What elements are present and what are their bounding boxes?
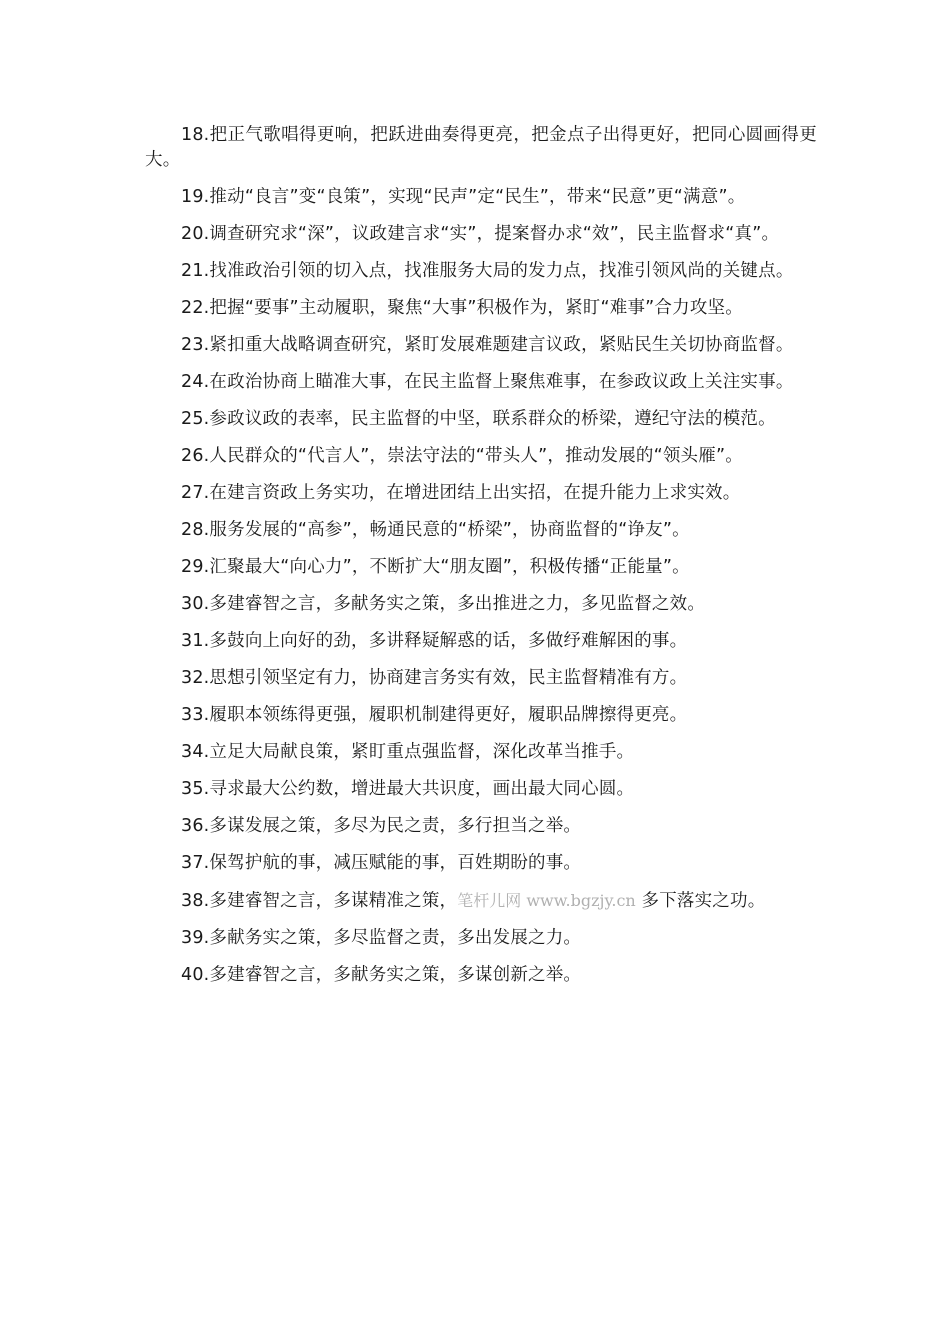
list-item: 18.把正气歌唱得更响，把跃进曲奏得更亮，把金点子出得更好，把同心圆画得更大。 — [145, 125, 817, 170]
list-item: 23.紧扣重大战略调查研究，紧盯发展难题建言议政，紧贴民生关切协商监督。 — [181, 335, 794, 355]
list-item-text: 38.多建睿智之言，多谋精准之策， — [181, 891, 458, 911]
list-item: 28.服务发展的“高参”，畅通民意的“桥梁”，协商监督的“诤友”。 — [181, 520, 690, 540]
list-item: 33.履职本领练得更强，履职机制建得更好，履职品牌擦得更亮。 — [181, 705, 688, 725]
list-item: 40.多建睿智之言，多献务实之策，多谋创新之举。 — [181, 965, 582, 985]
list-item-text: 多下落实之功。 — [635, 891, 766, 911]
list-item: 25.参政议政的表率，民主监督的中坚，联系群众的桥梁，遵纪守法的模范。 — [181, 409, 776, 429]
list-item: 20.调查研究求“深”，议政建言求“实”，提案督办求“效”，民主监督求“真”。 — [181, 224, 780, 244]
list-item: 29.汇聚最大“向心力”，不断扩大“朋友圈”，积极传播“正能量”。 — [181, 557, 690, 577]
list-item: 35.寻求最大公约数，增进最大共识度，画出最大同心圆。 — [181, 779, 635, 799]
list-item: 37.保驾护航的事，减压赋能的事，百姓期盼的事。 — [181, 853, 582, 873]
list-item: 30.多建睿智之言，多献务实之策，多出推进之力，多见监督之效。 — [181, 594, 706, 614]
list-item: 34.立足大局献良策，紧盯重点强监督，深化改革当推手。 — [181, 742, 635, 762]
list-item: 22.把握“要事”主动履职，聚焦“大事”积极作为，紧盯“难事”合力攻坚。 — [181, 298, 743, 318]
list-item-with-watermark — [145, 888, 817, 914]
list-item: 26.人民群众的“代言人”，崇法守法的“带头人”，推动发展的“领头雁”。 — [181, 446, 743, 466]
list-item: 21.找准政治引领的切入点，找准服务大局的发力点，找准引领风尚的关键点。 — [181, 261, 794, 281]
list-item: 39.多献务实之策，多尽监督之责，多出发展之力。 — [181, 928, 582, 948]
watermark-text: 笔杆儿网 www.bgzjy.cn — [457, 891, 636, 910]
list-item: 32.思想引领坚定有力，协商建言务实有效，民主监督精准有方。 — [181, 668, 688, 688]
list-item: 27.在建言资政上务实功，在增进团结上出实招，在提升能力上求实效。 — [181, 483, 741, 503]
list-item: 19.推动“良言”变“良策”，实现“民声”定“民生”，带来“民意”更“满意”。 — [181, 187, 746, 207]
list-item: 36.多谋发展之策，多尽为民之责，多行担当之举。 — [181, 816, 582, 836]
list-item: 24.在政治协商上瞄准大事，在民主监督上聚焦难事，在参政议政上关注实事。 — [181, 372, 794, 392]
list-item: 31.多鼓向上向好的劲，多讲释疑解惑的话，多做纾难解困的事。 — [181, 631, 688, 651]
document-body — [145, 123, 817, 1000]
